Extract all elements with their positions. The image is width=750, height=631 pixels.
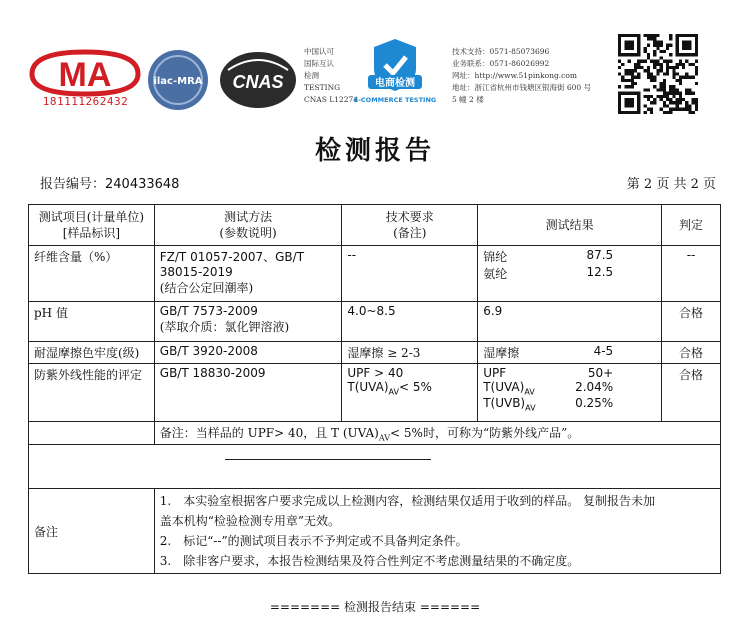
- requirement-line: [347, 380, 472, 396]
- result-name: T(UVB): [483, 396, 526, 411]
- uv-note-text: 备注：当样品的 UPF> 40，且 T (UVA): [159, 426, 379, 440]
- requirement-cell: [342, 364, 478, 422]
- report-number-label: 报告编号：: [40, 177, 106, 192]
- remark-line: 1. 本实验室根据客户要求完成以上检测内容，检测结果仅适用于收到的样品。 复制报告未加: [159, 494, 656, 509]
- result-sub: AV: [524, 387, 535, 397]
- result-name: T(UVA): [483, 380, 525, 394]
- result-cell: [478, 364, 662, 422]
- item-cell: 耐湿摩擦色牢度(级): [29, 342, 155, 364]
- method-line: (萃取介质：氯化钾溶液): [159, 320, 290, 334]
- result-cell: [478, 342, 662, 364]
- result-value: 12.5: [586, 265, 614, 279]
- result-name: 锦纶: [483, 250, 508, 264]
- result-value: 2.04%: [575, 380, 614, 394]
- method-cell: [154, 302, 342, 342]
- accreditation-line: 国际互认: [304, 59, 334, 68]
- ecom-title: 电商检测: [375, 78, 415, 89]
- page-info: 第 2 页 共 2 页: [626, 177, 716, 192]
- verdict-cell: 合格: [662, 302, 721, 342]
- table-header-row: [29, 205, 721, 246]
- uv-note-text: < 5%时，可称为“防紫外线产品”。: [390, 426, 580, 440]
- requirement-cell: 湿摩擦 ≥ 2-3: [342, 342, 478, 364]
- ilac-mra-logo: [146, 48, 210, 112]
- cnas-logo: [218, 50, 298, 110]
- contact-line: 地址：浙江省杭州市钱塘区银海街 600 号: [452, 83, 592, 92]
- header-text: 测试项目(计量单位): [38, 210, 145, 224]
- accreditation-text: [304, 46, 358, 106]
- accreditation-line: 中国认可: [304, 47, 334, 56]
- header-item: [29, 205, 155, 246]
- method-line: FZ/T 01057-2007、GB/T: [159, 250, 305, 264]
- header-requirement: [342, 205, 478, 246]
- report-number-value: 240433648: [105, 177, 180, 192]
- result-name: 湿摩擦: [483, 346, 520, 360]
- contact-line: 技术支持：0571-85073696: [452, 47, 550, 56]
- remark-line: 2. 标记“--”的测试项目表示不予判定或不具备判定条件。: [159, 534, 468, 549]
- method-cell: [154, 246, 342, 302]
- result-name: UPF: [483, 366, 507, 380]
- item-cell: 防紫外线性能的评定: [29, 364, 155, 422]
- divider-line: [225, 459, 431, 460]
- uv-note-row: [29, 422, 721, 445]
- table-row: [29, 364, 721, 422]
- header-verdict: 判定: [662, 205, 721, 246]
- ecom-subtitle: E-COMMERCE TESTING: [354, 96, 436, 104]
- result-value: 50+: [587, 366, 614, 380]
- result-cell: [478, 246, 662, 302]
- ecommerce-testing-logo: [354, 35, 436, 110]
- table-row: [29, 342, 721, 364]
- header-text: 技术要求: [385, 210, 434, 224]
- requirement-line: UPF > 40: [347, 366, 404, 380]
- uv-note-cell: [154, 422, 720, 445]
- item-cell: 纤维含量（%）: [29, 246, 155, 302]
- method-line: 38015-2019: [159, 265, 233, 279]
- result-sub: AV: [525, 403, 536, 413]
- result-cell: 6.9: [478, 302, 662, 342]
- uv-note-sub: AV: [378, 433, 391, 443]
- req-value: < 5%: [398, 380, 432, 394]
- requirement-cell: --: [342, 246, 478, 302]
- ilac-text: ilac-MRA: [153, 76, 203, 87]
- method-line: (结合公定回潮率): [159, 281, 254, 295]
- results-table: [28, 204, 721, 574]
- result-value: 0.25%: [575, 396, 614, 411]
- remarks-cell: [154, 489, 720, 574]
- cma-text: MA: [58, 56, 112, 94]
- method-cell: GB/T 18830-2009: [154, 364, 342, 422]
- result-value: 87.5: [586, 248, 614, 262]
- item-cell: pH 值: [29, 302, 155, 342]
- verdict-cell: --: [662, 246, 721, 302]
- result-name: 氨纶: [483, 267, 508, 281]
- remarks-row: [29, 489, 721, 574]
- header-text: (备注): [393, 226, 427, 240]
- contact-line: 网址：http://www.51pinkong.com: [452, 71, 577, 80]
- header-text: (参数说明): [219, 226, 277, 240]
- verdict-cell: 合格: [662, 364, 721, 422]
- remark-line: 3. 除非客户要求，本报告检测结果及符合性判定不考虑测量结果的不确定度。: [159, 554, 580, 569]
- method-cell: GB/T 3920-2008: [154, 342, 342, 364]
- blank-cell: [29, 445, 721, 489]
- requirement-cell: 4.0~8.5: [342, 302, 478, 342]
- accreditation-line: TESTING: [304, 83, 341, 92]
- remark-line: 盖本机构“检验检测专用章”无效。: [159, 514, 341, 529]
- header-text: [样品标识]: [62, 226, 121, 240]
- blank-row: [29, 445, 721, 489]
- cnas-text: CNAS: [232, 72, 284, 92]
- cma-code: 181111262432: [42, 95, 129, 108]
- empty-cell: [29, 422, 155, 445]
- result-value: 4-5: [593, 344, 614, 358]
- remarks-label: 备注: [29, 489, 155, 574]
- accreditation-line: CNAS L12274: [304, 95, 359, 104]
- report-title: 检测报告: [314, 136, 435, 166]
- req-label: T(UVA): [347, 380, 389, 394]
- accreditation-line: 检测: [304, 71, 319, 80]
- method-line: GB/T 7573-2009: [159, 304, 258, 318]
- header-result: 测试结果: [478, 205, 662, 246]
- contact-line: 业务联系：0571-86026992: [452, 59, 550, 68]
- contact-line: 5 幢 2 楼: [452, 95, 484, 104]
- report-end-marker: ======= 检测报告结束 ======: [269, 600, 481, 614]
- contact-info: [452, 46, 591, 106]
- table-row: [29, 302, 721, 342]
- header-text: 测试方法: [224, 210, 273, 224]
- header-method: [154, 205, 342, 246]
- qr-code: [618, 34, 698, 114]
- verdict-cell: 合格: [662, 342, 721, 364]
- table-row: [29, 246, 721, 302]
- req-sub: AV: [388, 387, 399, 397]
- report-number: [40, 173, 179, 192]
